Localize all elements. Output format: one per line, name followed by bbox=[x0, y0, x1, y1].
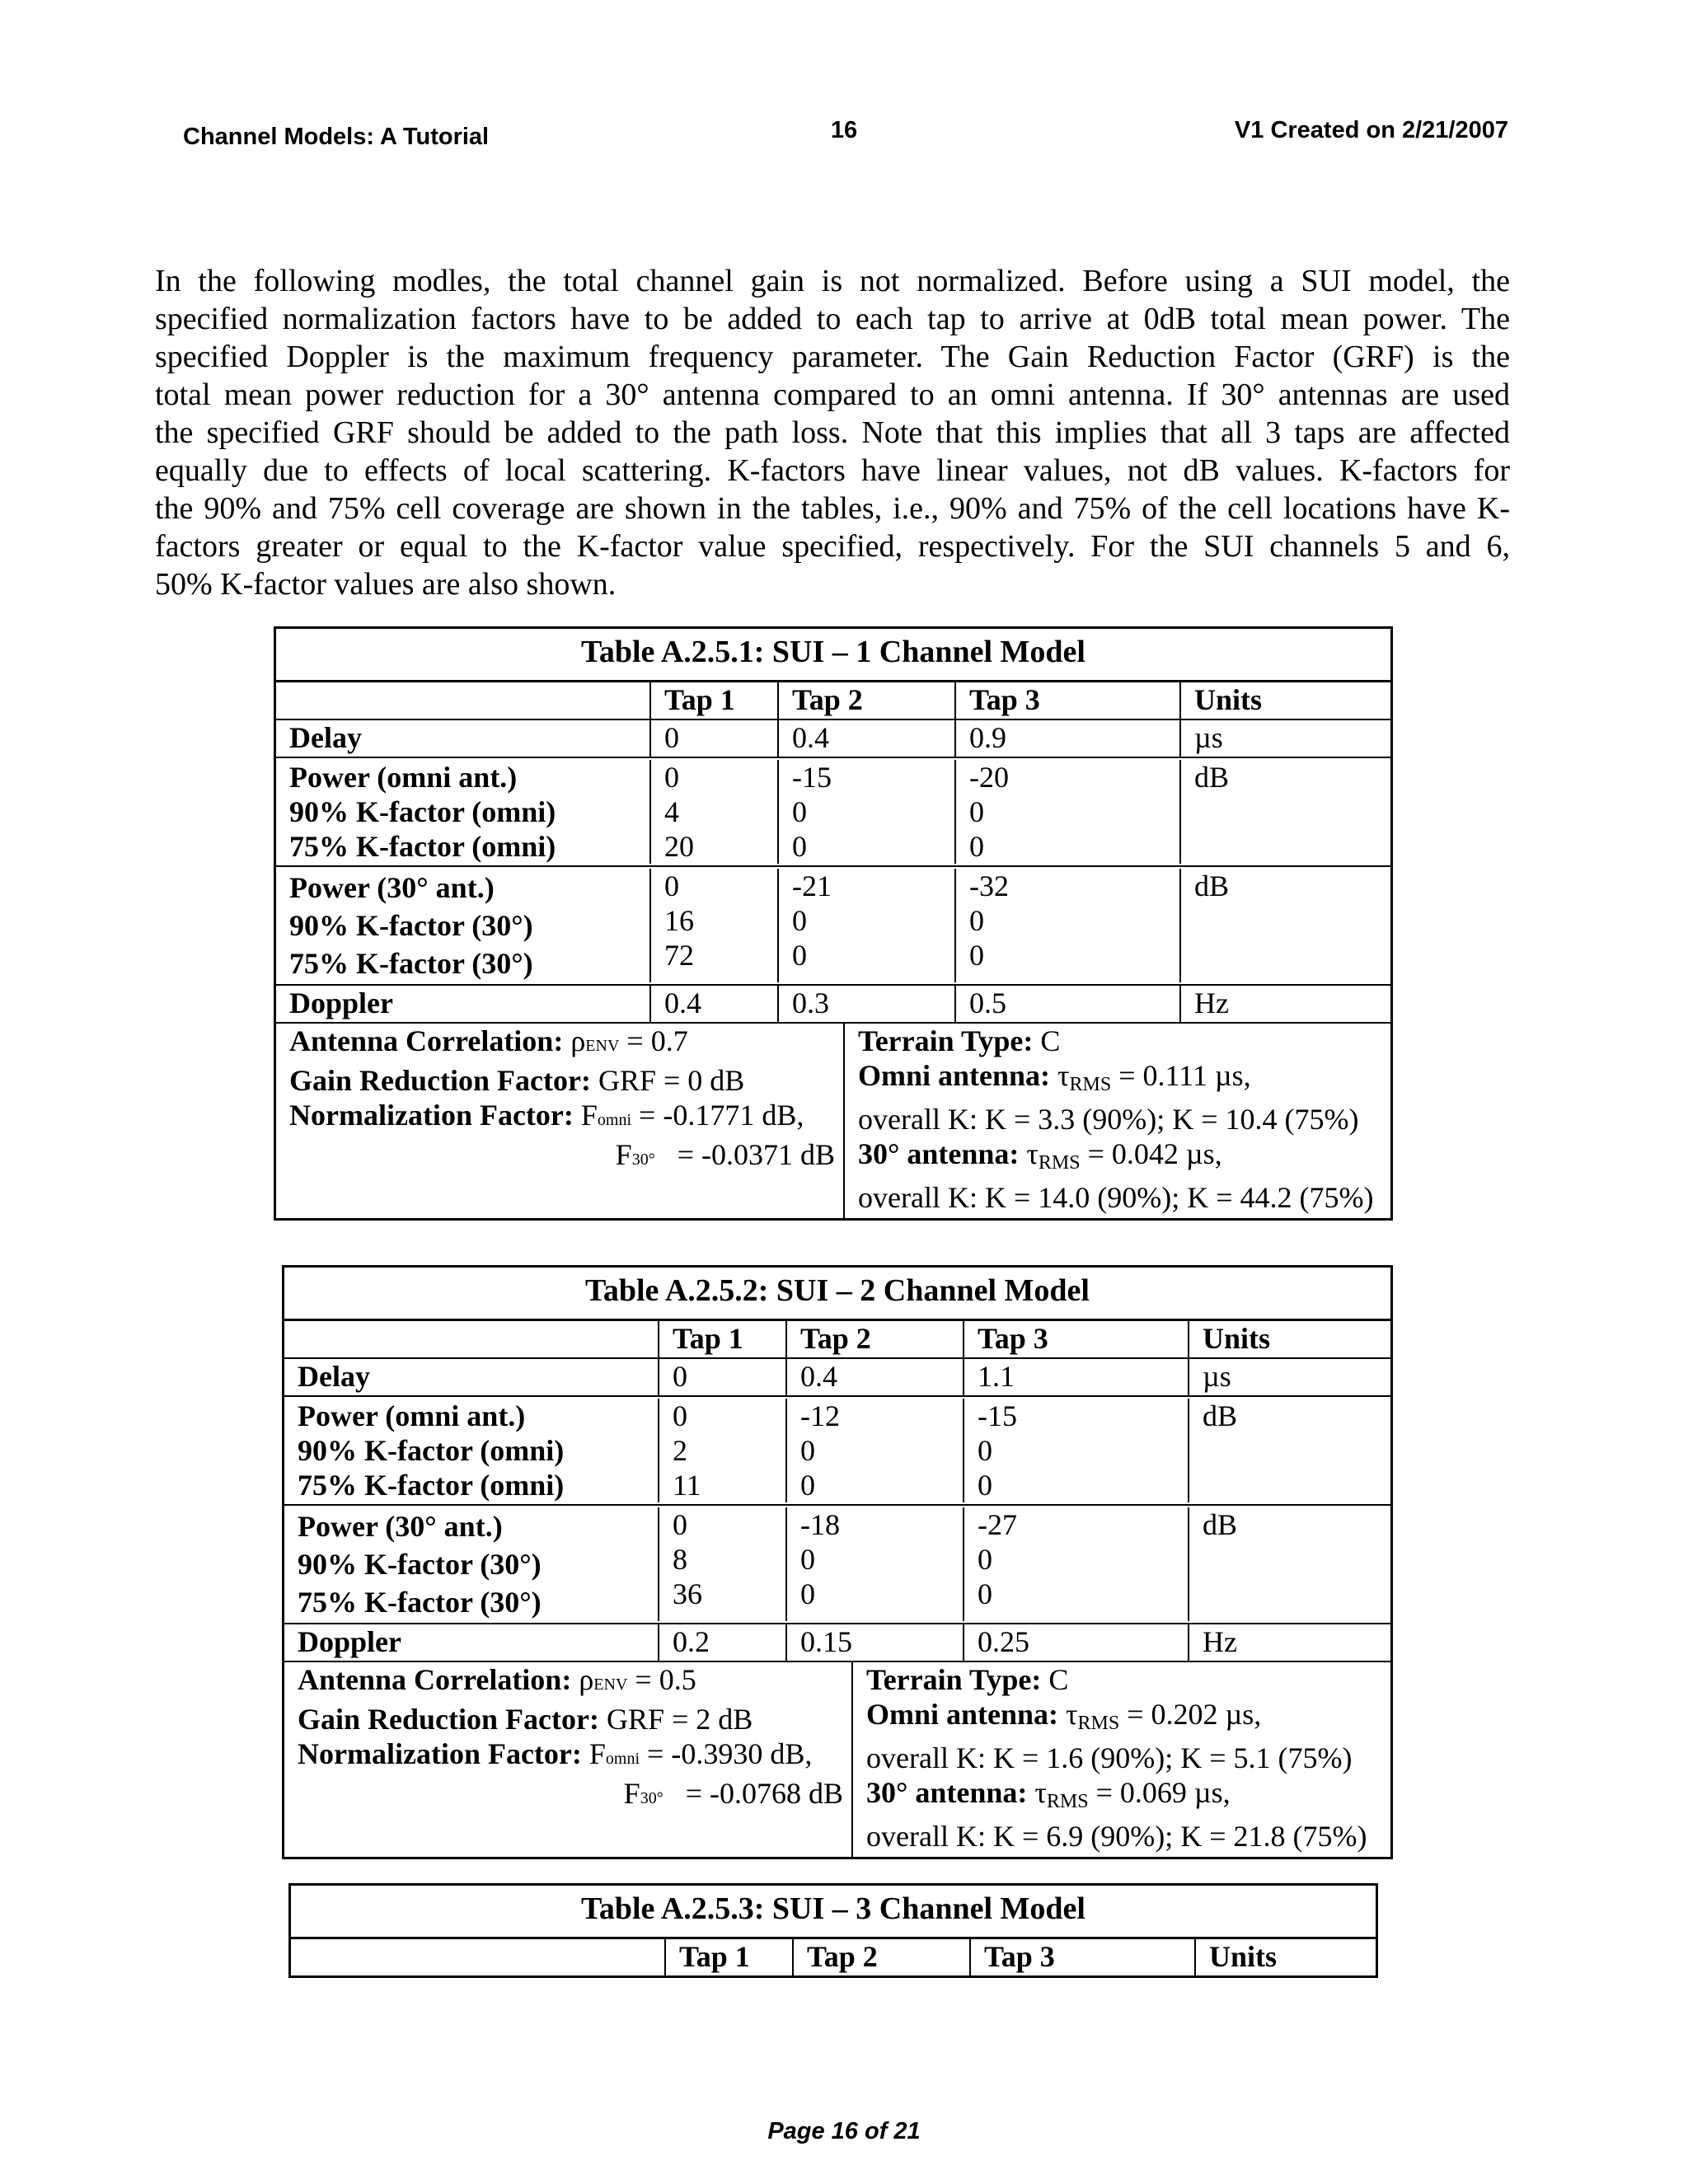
row-label: 90% K-factor (30°) bbox=[289, 909, 533, 942]
paragraph-line: the 90% and 75% cell coverage are shown in the tables, i.e., 90% and 75% of the cell locations have K- bbox=[155, 491, 1510, 526]
tau-symbol: τ bbox=[1057, 1059, 1070, 1092]
tap3-values bbox=[964, 1507, 1189, 1621]
table-cell: 0 bbox=[792, 904, 807, 937]
tap3-values bbox=[956, 869, 1181, 982]
table-row-doppler bbox=[284, 1624, 1390, 1662]
table-cell: 72 bbox=[664, 939, 694, 972]
paragraph-line: the specified GRF should be added to the path loss. Note that this implies that all 3 taps are affected bbox=[155, 415, 1510, 450]
table-cell: -12 bbox=[800, 1399, 840, 1432]
omni-k-line: overall K: K = 3.3 (90%); K = 10.4 (75%) bbox=[858, 1103, 1359, 1136]
subscript: 30° bbox=[631, 1151, 655, 1169]
label: Omni antenna: bbox=[858, 1059, 1051, 1092]
paragraph-line: specified Doppler is the maximum frequency parameter. The Gain Reduction Factor (GRF) is the bbox=[155, 340, 1510, 374]
table-notes-left bbox=[276, 1024, 845, 1218]
table-cell: 0 bbox=[792, 830, 807, 863]
f-symbol: F bbox=[588, 1737, 606, 1770]
table-cell: 0.4 bbox=[651, 986, 779, 1022]
table-cell: µs bbox=[1194, 721, 1223, 754]
table-cell: 8 bbox=[673, 1543, 687, 1576]
table-title: Table A.2.5.3: SUI – 3 Channel Model bbox=[291, 1886, 1376, 1939]
table-cell: 0 bbox=[800, 1543, 815, 1576]
table-cell: -21 bbox=[792, 869, 832, 902]
table-cell: 0 bbox=[792, 939, 807, 972]
units-values bbox=[1181, 760, 1390, 864]
label: Normalization Factor: bbox=[289, 1099, 574, 1132]
table-cell: 11 bbox=[673, 1469, 701, 1502]
antenna-correlation-line bbox=[298, 1662, 851, 1702]
subscript: omni bbox=[605, 1750, 640, 1768]
col-header-tap2: Tap 2 bbox=[779, 682, 956, 719]
subscript: RMS bbox=[1046, 1791, 1089, 1812]
table-cell: 0.3 bbox=[779, 986, 956, 1022]
subscript: 30° bbox=[640, 1789, 663, 1807]
table-cell: 0 bbox=[978, 1469, 992, 1502]
table-cell: µs bbox=[1203, 1360, 1231, 1393]
col-header-tap2: Tap 2 bbox=[787, 1321, 964, 1357]
tap3-values bbox=[964, 1399, 1189, 1502]
f-symbol: F bbox=[623, 1777, 640, 1810]
table-cell: 0 bbox=[978, 1434, 992, 1467]
row-labels bbox=[284, 1399, 659, 1502]
row-label: Power (30° ant.) bbox=[289, 871, 495, 904]
tap2-values bbox=[779, 760, 956, 864]
value: GRF = 0 dB bbox=[590, 1064, 745, 1097]
row-label: Power (omni ant.) bbox=[289, 761, 518, 794]
label: Antenna Correlation: bbox=[289, 1024, 564, 1057]
table-cell: 16 bbox=[664, 904, 694, 937]
table-cell: 0 bbox=[978, 1543, 992, 1576]
omni-tau-line bbox=[866, 1697, 1390, 1741]
col-header-tap1: Tap 1 bbox=[651, 682, 779, 719]
tap1-values bbox=[659, 1399, 787, 1502]
table-cell: -15 bbox=[792, 761, 832, 794]
table-cell: 0 bbox=[664, 869, 679, 902]
tau-symbol: τ bbox=[1026, 1137, 1039, 1170]
units-values bbox=[1189, 1399, 1390, 1502]
table-cell: -15 bbox=[978, 1399, 1017, 1432]
col-header-units: Units bbox=[1194, 683, 1263, 716]
table-cell: dB bbox=[1203, 1399, 1238, 1432]
table-cell: -18 bbox=[800, 1508, 840, 1541]
paragraph-line: total mean power reduction for a 30° antenna compared to an omni antenna. If 30° antennas are used bbox=[155, 377, 1510, 412]
table-cell: 0 bbox=[800, 1469, 815, 1502]
table-title: Table A.2.5.2: SUI – 2 Channel Model bbox=[284, 1268, 1390, 1321]
paragraph-line: specified normalization factors have to be added to each tap to arrive at 0dB total mean power. The bbox=[155, 302, 1510, 336]
value: = -0.0768 dB bbox=[663, 1777, 843, 1810]
tap2-values bbox=[787, 1399, 964, 1502]
table-header-row bbox=[291, 1939, 1376, 1975]
units-values bbox=[1181, 869, 1390, 982]
table-cell: dB bbox=[1194, 869, 1230, 902]
table-cell: 4 bbox=[664, 795, 679, 828]
table-title: Table A.2.5.1: SUI – 1 Channel Model bbox=[276, 629, 1390, 682]
tau-symbol: τ bbox=[1034, 1776, 1047, 1809]
normalization-30-line bbox=[298, 1776, 851, 1816]
row-label: Doppler bbox=[276, 986, 651, 1022]
col-header-tap1: Tap 1 bbox=[659, 1321, 787, 1357]
label: 30° antenna: bbox=[866, 1776, 1028, 1809]
subscript: ENV bbox=[593, 1675, 628, 1694]
col-header-units: Units bbox=[1209, 1940, 1278, 1973]
table-row-delay bbox=[276, 720, 1390, 758]
running-header-version: V1 Created on 2/21/2007 bbox=[1234, 117, 1508, 143]
table-cell: 0.4 bbox=[787, 1359, 964, 1395]
col-header-tap2: Tap 2 bbox=[794, 1939, 971, 1975]
label: 30° antenna: bbox=[858, 1137, 1020, 1170]
units-values bbox=[1189, 1507, 1390, 1621]
table-header-row bbox=[284, 1321, 1390, 1359]
sui3-table bbox=[288, 1883, 1378, 1978]
table-cell: -20 bbox=[969, 761, 1009, 794]
normalization-30-line bbox=[289, 1137, 843, 1177]
sui2-table bbox=[282, 1265, 1393, 1859]
row-label: Doppler bbox=[284, 1624, 659, 1661]
row-label: Power (30° ant.) bbox=[298, 1510, 503, 1543]
row-label: 75% K-factor (omni) bbox=[298, 1469, 565, 1502]
ant30-k-line: overall K: K = 6.9 (90%); K = 21.8 (75%) bbox=[866, 1820, 1367, 1853]
table-cell: 0 bbox=[673, 1399, 687, 1432]
table-cell: 0 bbox=[651, 720, 779, 757]
table-cell: 0.2 bbox=[659, 1624, 787, 1661]
row-label: 75% K-factor (30°) bbox=[289, 947, 533, 980]
omni-tau-line bbox=[858, 1058, 1390, 1102]
table-cell: Hz bbox=[1203, 1625, 1237, 1658]
value: = 0.069 µs, bbox=[1088, 1776, 1231, 1809]
table-cell: 2 bbox=[673, 1434, 687, 1467]
paragraph-line: equally due to effects of local scattering. K-factors have linear values, not dB values. K-factors for bbox=[155, 453, 1510, 488]
table-notes-right bbox=[853, 1662, 1390, 1857]
subscript: RMS bbox=[1038, 1152, 1081, 1174]
row-labels bbox=[276, 869, 651, 982]
row-label: Delay bbox=[284, 1359, 659, 1395]
table-header-row bbox=[276, 682, 1390, 720]
table-corner-cell bbox=[291, 1939, 666, 1975]
row-label: 75% K-factor (omni) bbox=[289, 830, 556, 863]
table-cell: 36 bbox=[673, 1577, 702, 1610]
row-label: 90% K-factor (omni) bbox=[289, 795, 556, 828]
table-notes bbox=[276, 1024, 1390, 1218]
value: = 0.7 bbox=[619, 1024, 688, 1057]
value: = 0.111 µs, bbox=[1111, 1059, 1251, 1092]
ant30-tau-line bbox=[866, 1775, 1390, 1819]
f-symbol: F bbox=[615, 1138, 632, 1171]
terrain-line bbox=[866, 1662, 1390, 1697]
table-row-group-omni bbox=[284, 1397, 1390, 1506]
tap2-values bbox=[779, 869, 956, 982]
table-notes bbox=[284, 1662, 1390, 1857]
row-label: 90% K-factor (30°) bbox=[298, 1548, 542, 1581]
row-label: Delay bbox=[276, 720, 651, 757]
value: C bbox=[1041, 1663, 1069, 1696]
page-footer: Page 16 of 21 bbox=[767, 2118, 921, 2144]
table-row-group-30deg bbox=[284, 1506, 1390, 1624]
normalization-line bbox=[289, 1098, 843, 1137]
table-cell: 0.4 bbox=[779, 720, 956, 757]
row-label: 90% K-factor (omni) bbox=[298, 1434, 565, 1467]
table-cell: 20 bbox=[664, 830, 694, 863]
table-notes-right bbox=[845, 1024, 1390, 1218]
tap2-values bbox=[787, 1507, 964, 1621]
subscript: RMS bbox=[1069, 1074, 1112, 1095]
running-header-page-number: 16 bbox=[830, 117, 858, 143]
table-corner-cell bbox=[276, 682, 651, 719]
intro-paragraph bbox=[155, 262, 1510, 603]
terrain-line bbox=[858, 1024, 1390, 1058]
table-cell: 0.9 bbox=[956, 720, 1181, 757]
tap1-values bbox=[659, 1507, 787, 1621]
tap1-values bbox=[651, 869, 779, 982]
table-cell: dB bbox=[1203, 1508, 1238, 1541]
col-header-units: Units bbox=[1203, 1322, 1271, 1355]
label: Antenna Correlation: bbox=[298, 1663, 572, 1696]
rho-symbol: ρ bbox=[579, 1663, 594, 1696]
label: Gain Reduction Factor: bbox=[289, 1064, 591, 1097]
paragraph-line: In the following modles, the total channel gain is not normalized. Before using a SUI model, the bbox=[155, 264, 1510, 298]
value: GRF = 2 dB bbox=[598, 1703, 753, 1736]
running-header-title: Channel Models: A Tutorial bbox=[183, 124, 490, 150]
table-cell: 0.25 bbox=[964, 1624, 1189, 1661]
table-cell: 0 bbox=[659, 1359, 787, 1395]
subscript: omni bbox=[597, 1111, 632, 1129]
table-cell: 0 bbox=[969, 939, 984, 972]
table-cell: 1.1 bbox=[964, 1359, 1189, 1395]
table-cell: -27 bbox=[978, 1508, 1017, 1541]
paragraph-line: factors greater or equal to the K-factor value specified, respectively. For the SUI channels 5 and 6, bbox=[155, 529, 1510, 564]
table-cell: 0 bbox=[792, 795, 807, 828]
row-labels bbox=[276, 760, 651, 864]
label: Omni antenna: bbox=[866, 1698, 1059, 1731]
row-label: Power (omni ant.) bbox=[298, 1399, 526, 1432]
col-header-tap3: Tap 3 bbox=[956, 682, 1181, 719]
sui1-table bbox=[274, 626, 1393, 1221]
table-row-group-omni bbox=[276, 758, 1390, 867]
value: = -0.1771 dB, bbox=[631, 1099, 804, 1132]
ant30-k-line: overall K: K = 14.0 (90%); K = 44.2 (75%) bbox=[858, 1181, 1374, 1214]
label: Gain Reduction Factor: bbox=[298, 1703, 599, 1736]
label: Normalization Factor: bbox=[298, 1737, 582, 1770]
col-header-tap3: Tap 3 bbox=[964, 1321, 1189, 1357]
table-cell: 0 bbox=[673, 1508, 687, 1541]
tap1-values bbox=[651, 760, 779, 864]
row-label: 75% K-factor (30°) bbox=[298, 1586, 542, 1619]
table-cell: -32 bbox=[969, 869, 1009, 902]
table-cell: dB bbox=[1194, 761, 1230, 794]
table-cell: 0.15 bbox=[787, 1624, 964, 1661]
table-cell: 0 bbox=[978, 1577, 992, 1610]
table-corner-cell bbox=[284, 1321, 659, 1357]
value: = -0.0371 dB bbox=[654, 1138, 835, 1171]
tap3-values bbox=[956, 760, 1181, 864]
paragraph-line: 50% K-factor values are also shown. bbox=[155, 567, 617, 602]
table-cell: 0 bbox=[969, 795, 984, 828]
value: = 0.5 bbox=[627, 1663, 696, 1696]
row-labels bbox=[284, 1507, 659, 1621]
omni-k-line: overall K: K = 1.6 (90%); K = 5.1 (75%) bbox=[866, 1741, 1353, 1774]
value: = 0.202 µs, bbox=[1119, 1698, 1262, 1731]
col-header-tap1: Tap 1 bbox=[666, 1939, 794, 1975]
f-symbol: F bbox=[580, 1099, 598, 1132]
table-cell: 0 bbox=[800, 1434, 815, 1467]
normalization-line bbox=[298, 1736, 851, 1776]
antenna-correlation-line bbox=[289, 1024, 843, 1063]
value: = -0.3930 dB, bbox=[640, 1737, 813, 1770]
table-notes-left bbox=[284, 1662, 853, 1857]
rho-symbol: ρ bbox=[570, 1024, 586, 1057]
ant30-tau-line bbox=[858, 1137, 1390, 1180]
value: C bbox=[1033, 1024, 1061, 1057]
grf-line bbox=[289, 1063, 843, 1098]
table-cell: 0 bbox=[969, 904, 984, 937]
label: Terrain Type: bbox=[858, 1024, 1034, 1057]
value: = 0.042 µs, bbox=[1080, 1137, 1222, 1170]
table-cell: Hz bbox=[1194, 987, 1229, 1019]
subscript: RMS bbox=[1077, 1713, 1120, 1734]
table-cell: 0 bbox=[800, 1577, 815, 1610]
table-row-doppler bbox=[276, 986, 1390, 1024]
label: Terrain Type: bbox=[866, 1663, 1042, 1696]
grf-line bbox=[298, 1702, 851, 1736]
table-row-group-30deg bbox=[276, 867, 1390, 986]
col-header-tap3: Tap 3 bbox=[971, 1939, 1196, 1975]
table-cell: 0.5 bbox=[956, 986, 1181, 1022]
tau-symbol: τ bbox=[1066, 1698, 1078, 1731]
table-cell: 0 bbox=[664, 761, 679, 794]
table-row-delay bbox=[284, 1359, 1390, 1397]
subscript: ENV bbox=[585, 1037, 620, 1055]
table-cell: 0 bbox=[969, 830, 984, 863]
